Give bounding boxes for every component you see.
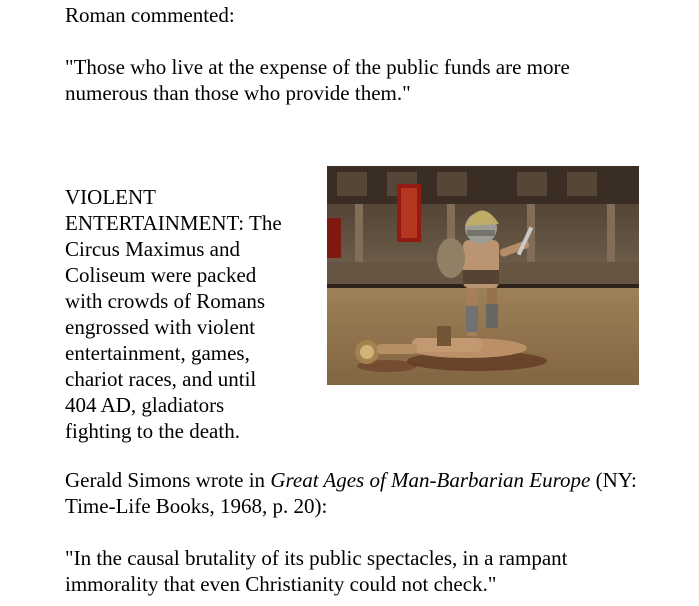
violent-line-6: engrossed with violent (65, 315, 256, 339)
violent-line-7: entertainment, games, (65, 341, 250, 365)
roman-commented-text: Roman commented: (65, 3, 235, 27)
gladiator-painting-svg (327, 166, 639, 385)
simons-suffix: (NY: (590, 468, 637, 492)
violent-line-2: ENTERTAINMENT: The (65, 211, 282, 235)
violent-entertainment-paragraph (65, 184, 282, 444)
quote-brutality-line-2: immorality that even Christianity could not check." (65, 572, 497, 596)
quote-public-funds (65, 54, 570, 106)
quote-public-funds-line-2: numerous than those who provide them." (65, 81, 411, 105)
violent-line-10: fighting to the death. (65, 419, 240, 443)
quote-brutality (65, 545, 568, 597)
simons-line-1 (65, 467, 637, 493)
simons-line-2: Time-Life Books, 1968, p. 20): (65, 494, 328, 518)
book-title: Great Ages of Man-Barbarian Europe (270, 468, 591, 492)
simons-citation-paragraph (65, 467, 637, 519)
quote-brutality-line-1: "In the causal brutality of its public spectacles, in a rampant (65, 546, 568, 570)
violent-line-9: 404 AD, gladiators (65, 393, 225, 417)
quote-public-funds-line-1: "Those who live at the expense of the public funds are more (65, 55, 570, 79)
violent-line-1: VIOLENT (65, 185, 156, 209)
violent-line-4: Coliseum were packed (65, 263, 257, 287)
violent-line-5: with crowds of Romans (65, 289, 266, 313)
violent-line-3: Circus Maximus and (65, 237, 240, 261)
violent-line-8: chariot races, and until (65, 367, 257, 391)
simons-prefix: Gerald Simons wrote in (65, 468, 271, 492)
gladiator-painting-image (327, 166, 639, 385)
